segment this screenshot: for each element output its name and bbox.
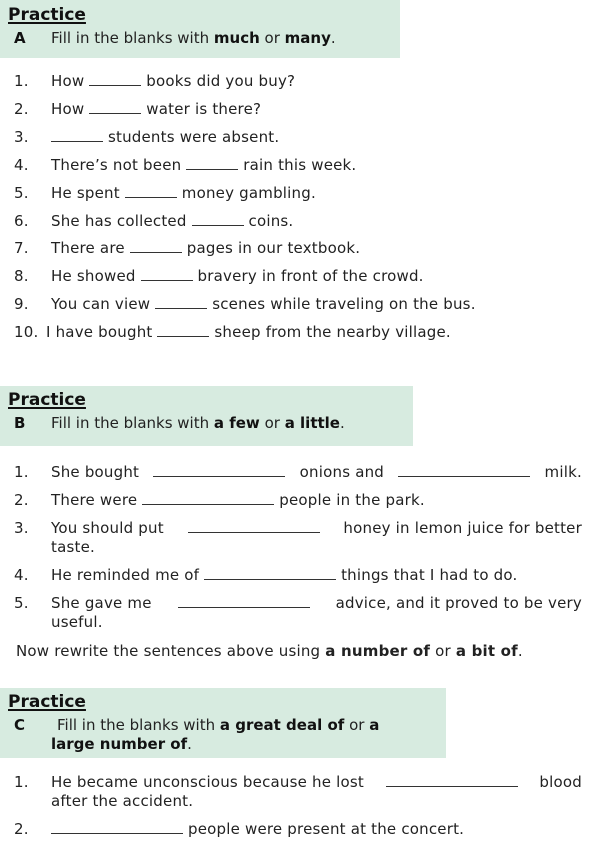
blank-field[interactable]	[192, 211, 244, 226]
section-c-letter: C	[14, 716, 26, 734]
blank-field[interactable]	[188, 518, 320, 533]
blank-field[interactable]	[155, 294, 207, 309]
blank-field[interactable]	[130, 238, 182, 253]
blank-field[interactable]	[178, 593, 310, 608]
section-a-title: Practice	[8, 5, 86, 25]
section-b-instruction: Fill in the blanks with a few or a little.	[51, 414, 345, 432]
section-c-instruction: Fill in the blanks with a great deal of or a	[57, 716, 380, 734]
section-c-instruction-line2: large number of.	[51, 735, 192, 753]
blank-field[interactable]	[51, 819, 183, 834]
blank-field[interactable]	[89, 99, 141, 114]
blank-field[interactable]	[186, 155, 238, 170]
blank-field[interactable]	[153, 462, 285, 477]
blank-field[interactable]	[51, 127, 103, 142]
blank-field[interactable]	[386, 772, 518, 787]
blank-field[interactable]	[142, 490, 274, 505]
blank-field[interactable]	[125, 183, 177, 198]
blank-field[interactable]	[398, 462, 530, 477]
section-a-letter: A	[14, 29, 26, 47]
blank-field[interactable]	[157, 322, 209, 337]
rewrite-instruction: Now rewrite the sentences above using a number of or a bit of.	[16, 642, 523, 660]
section-c-title: Practice	[8, 692, 86, 712]
blank-field[interactable]	[141, 266, 193, 281]
section-b-title: Practice	[8, 390, 86, 410]
section-b-letter: B	[14, 414, 26, 432]
blank-field[interactable]	[204, 565, 336, 580]
section-a-instruction: Fill in the blanks with much or many.	[51, 29, 336, 47]
blank-field[interactable]	[89, 71, 141, 86]
